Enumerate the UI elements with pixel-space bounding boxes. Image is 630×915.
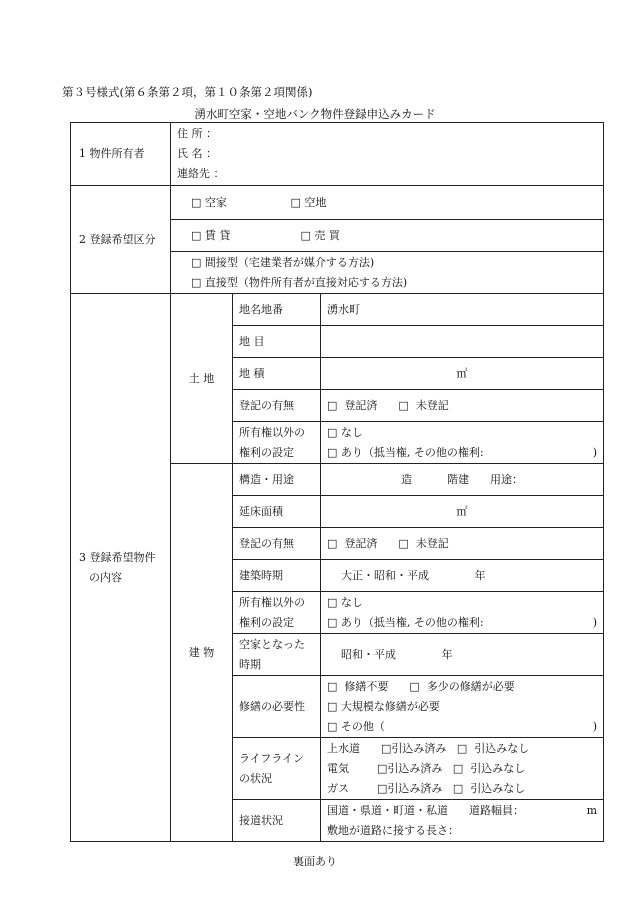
checkbox-baibai[interactable]: □ 売 買	[300, 228, 340, 242]
footer-note: 裏面あり	[293, 855, 337, 868]
checkbox-chintai[interactable]: □ 賃 貸	[191, 228, 231, 242]
repair-options[interactable]: □ 修繕不要 □ 多少の修繕が必要 □ 大規模な修繕が必要 □ その他（ )	[321, 676, 604, 738]
owner-contact[interactable]: 連絡先 ：	[177, 167, 225, 180]
nobeyuka-label: 延床面積	[233, 496, 321, 528]
owner-name[interactable]: 氏 名 ：	[177, 147, 217, 160]
chimei-label: 地名地番	[233, 294, 321, 326]
owner-address[interactable]: 住 所 ：	[177, 127, 217, 140]
land-toki-options[interactable]: □ 登記済 □ 未登記	[321, 390, 604, 422]
owner-fields	[171, 123, 604, 186]
property-label: 3 登録希望物件 の内容	[71, 294, 171, 842]
building-label: 建 物	[171, 464, 233, 842]
building-toki-options[interactable]: □ 登記済 □ 未登記	[321, 528, 604, 560]
road-fields[interactable]: 国道・県道・町道・私道 道路幅員： m 敷地が道路に接する長さ：	[321, 800, 604, 842]
checkbox-kansetsu[interactable]: □ 間接型（宅建業者が媒介する方法)	[191, 255, 375, 269]
checkbox-chokusetsu[interactable]: □ 直接型（物件所有者が直接対応する方法)	[191, 275, 408, 289]
chimei-value[interactable]: 湧水町	[321, 294, 604, 326]
category-label: 2 登録希望区分	[71, 186, 171, 294]
nobeyuka-value[interactable]: ㎡	[321, 496, 604, 528]
jiki-label: 建築時期	[233, 560, 321, 592]
chimoku-label: 地 目	[233, 326, 321, 358]
kozo-label: 構造・用途	[233, 464, 321, 496]
akiya-jiki-value[interactable]: 昭和・平成 年	[321, 634, 604, 676]
checkbox-akichi[interactable]: □ 空地	[290, 195, 327, 209]
building-rights-label: 所有権以外の 権利の設定	[233, 592, 321, 634]
land-toki-label: 登記の有無	[233, 390, 321, 422]
jiki-value[interactable]: 大正・昭和・平成 年	[321, 560, 604, 592]
lifeline-options[interactable]: 上水道 □引込み済み □ 引込みなし 電気 □引込み済み □ 引込みなし ガス □引込み済み □ 引込みなし	[321, 738, 604, 800]
chiseki-value[interactable]: ㎡	[321, 358, 604, 390]
road-label: 接道状況	[233, 800, 321, 842]
land-rights-options[interactable]: □ なし □ あり（抵当権, その他の権利: )	[321, 422, 604, 464]
akiya-jiki-label: 空家となった 時期	[233, 634, 321, 676]
kozo-value[interactable]: 造 階建 用途：	[321, 464, 604, 496]
land-rights-label: 所有権以外の 権利の設定	[233, 422, 321, 464]
checkbox-akiya[interactable]: □ 空家	[191, 195, 227, 209]
land-label: 土 地	[171, 294, 233, 464]
lifeline-label: ライフライン の状況	[233, 738, 321, 800]
repair-label: 修繕の必要性	[233, 676, 321, 738]
owner-label: 1 物件所有者	[71, 123, 171, 186]
form-title: 湧水町空家・空地バンク物件登録申込みカード	[194, 107, 436, 121]
chiseki-label: 地 積	[233, 358, 321, 390]
registration-form-table	[70, 122, 604, 842]
form-number: 第３号様式(第６条第２項，第１０条第２項関係)	[62, 85, 313, 99]
building-toki-label: 登記の有無	[233, 528, 321, 560]
chimoku-value[interactable]	[321, 326, 604, 358]
building-rights-options[interactable]: □ なし □ あり（抵当権, その他の権利: )	[321, 592, 604, 634]
